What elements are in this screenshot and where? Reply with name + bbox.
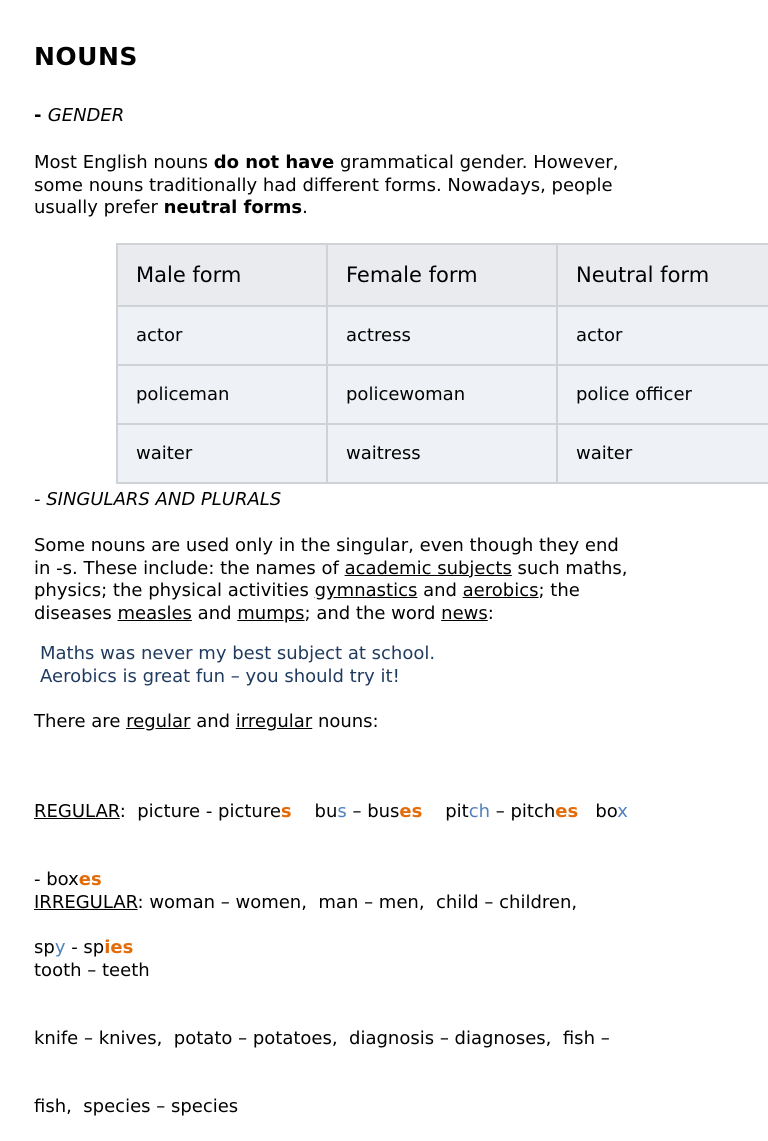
text-span: ; and the word xyxy=(304,602,442,624)
example-sentence: Maths was never my best subject at school. xyxy=(40,643,436,664)
table-cell: police officer xyxy=(557,365,768,424)
spacer xyxy=(578,801,595,822)
underlined-term: aerobics xyxy=(462,580,539,602)
plurals-intro-line-4 xyxy=(34,603,628,626)
example-sentences xyxy=(40,643,435,688)
table-cell: actress xyxy=(327,306,557,365)
gender-dash: - xyxy=(34,105,48,126)
text-span: – bus xyxy=(346,801,400,823)
text-span: – pitch xyxy=(490,801,556,823)
table-header-cell: Female form xyxy=(327,244,557,306)
text-span: : xyxy=(487,602,494,624)
table-cell: actor xyxy=(557,306,768,365)
text-span: sp xyxy=(34,936,55,958)
text-span: and xyxy=(191,602,238,624)
irregular-line-1 xyxy=(34,892,610,915)
text-span: - box xyxy=(34,868,79,890)
table-cell: waitress xyxy=(327,424,557,483)
table-cell: policewoman xyxy=(327,365,557,424)
underlined-term: gymnastics xyxy=(314,580,418,602)
highlight-ending: y xyxy=(54,936,66,958)
text-span: and xyxy=(417,580,463,602)
gender-intro-line-2: some nouns traditionally had different forms. Nowadays, people xyxy=(34,174,613,196)
bold-span: do not have xyxy=(213,152,335,173)
bold-span: neutral forms xyxy=(163,197,303,219)
table-header-cell: Male form xyxy=(117,244,327,306)
text-span: - sp xyxy=(65,936,105,958)
irregular-line-3: knife – knives, potato – potatoes, diagnosis – diagnoses, fish – xyxy=(34,1027,610,1049)
table-header-cell: Neutral form xyxy=(557,244,768,306)
plurals-intro xyxy=(34,535,628,625)
underlined-term: irregular xyxy=(235,711,313,732)
text-span: There are xyxy=(34,711,127,732)
highlight-suffix: es xyxy=(399,801,423,823)
text-span: . xyxy=(302,197,308,219)
table-row xyxy=(117,306,768,365)
irregular-line-4: fish, species – species xyxy=(34,1095,239,1117)
highlight-suffix: s xyxy=(280,801,292,823)
text-span: physics; the physical activities xyxy=(34,580,315,602)
table-cell: policeman xyxy=(117,365,327,424)
highlight-suffix: ies xyxy=(104,936,134,958)
text-span: : woman – women, man – men, child – children, xyxy=(137,892,578,914)
highlight-suffix: es xyxy=(78,868,102,890)
plurals-intro-line-2 xyxy=(34,558,628,581)
underlined-term: academic subjects xyxy=(344,557,512,579)
irregular-line-2: tooth – teeth xyxy=(34,959,150,981)
text-span: picture - picture xyxy=(137,801,281,823)
plurals-intro-line-1: Some nouns are used only in the singular, even though they end xyxy=(34,535,619,556)
text-span: Most English nouns xyxy=(34,152,214,173)
underlined-term: mumps xyxy=(237,602,305,624)
text-span: in -s. These include: the names of xyxy=(34,557,345,579)
spacer xyxy=(422,801,445,822)
text-span: such maths, xyxy=(511,557,628,579)
text-span: ; the xyxy=(538,580,580,602)
highlight-ending: ch xyxy=(468,801,491,823)
text-span: bo xyxy=(595,801,618,823)
page-title: NOUNS xyxy=(34,42,138,71)
table-cell: waiter xyxy=(557,424,768,483)
spacer xyxy=(292,801,315,822)
gender-heading-text: GENDER xyxy=(47,105,125,126)
example-sentence: Aerobics is great fun – you should try it! xyxy=(40,665,400,687)
text-span: nouns: xyxy=(312,711,379,732)
text-span: : xyxy=(119,801,138,823)
table-row xyxy=(117,424,768,483)
irregular-label: IRREGULAR xyxy=(34,892,138,914)
table-row xyxy=(117,365,768,424)
highlight-ending: x xyxy=(617,801,628,823)
regular-line-1 xyxy=(34,801,628,824)
gender-intro-line-1 xyxy=(34,152,618,175)
gender-intro xyxy=(34,152,618,220)
irregular-examples xyxy=(34,847,610,1141)
highlight-suffix: es xyxy=(555,801,579,823)
table-header-row xyxy=(117,244,768,306)
gender-heading xyxy=(34,105,124,128)
table-cell: actor xyxy=(117,306,327,365)
gender-intro-line-3 xyxy=(34,197,618,220)
underlined-term: measles xyxy=(117,602,192,624)
highlight-ending: s xyxy=(337,801,347,823)
underlined-term: news xyxy=(441,602,488,624)
table-cell: waiter xyxy=(117,424,327,483)
regular-label: REGULAR xyxy=(34,801,120,823)
text-span: usually prefer xyxy=(34,197,164,219)
plurals-intro-line-3 xyxy=(34,580,628,603)
text-span: grammatical gender. However, xyxy=(334,152,619,173)
text-span: and xyxy=(190,711,236,732)
text-span: pit xyxy=(445,801,469,823)
regular-irregular-intro xyxy=(34,711,379,734)
plurals-heading: - SINGULARS AND PLURALS xyxy=(34,489,282,510)
text-span: diseases xyxy=(34,602,118,624)
gender-forms-table xyxy=(116,243,768,484)
underlined-term: regular xyxy=(126,711,191,732)
text-span: bu xyxy=(314,801,338,823)
